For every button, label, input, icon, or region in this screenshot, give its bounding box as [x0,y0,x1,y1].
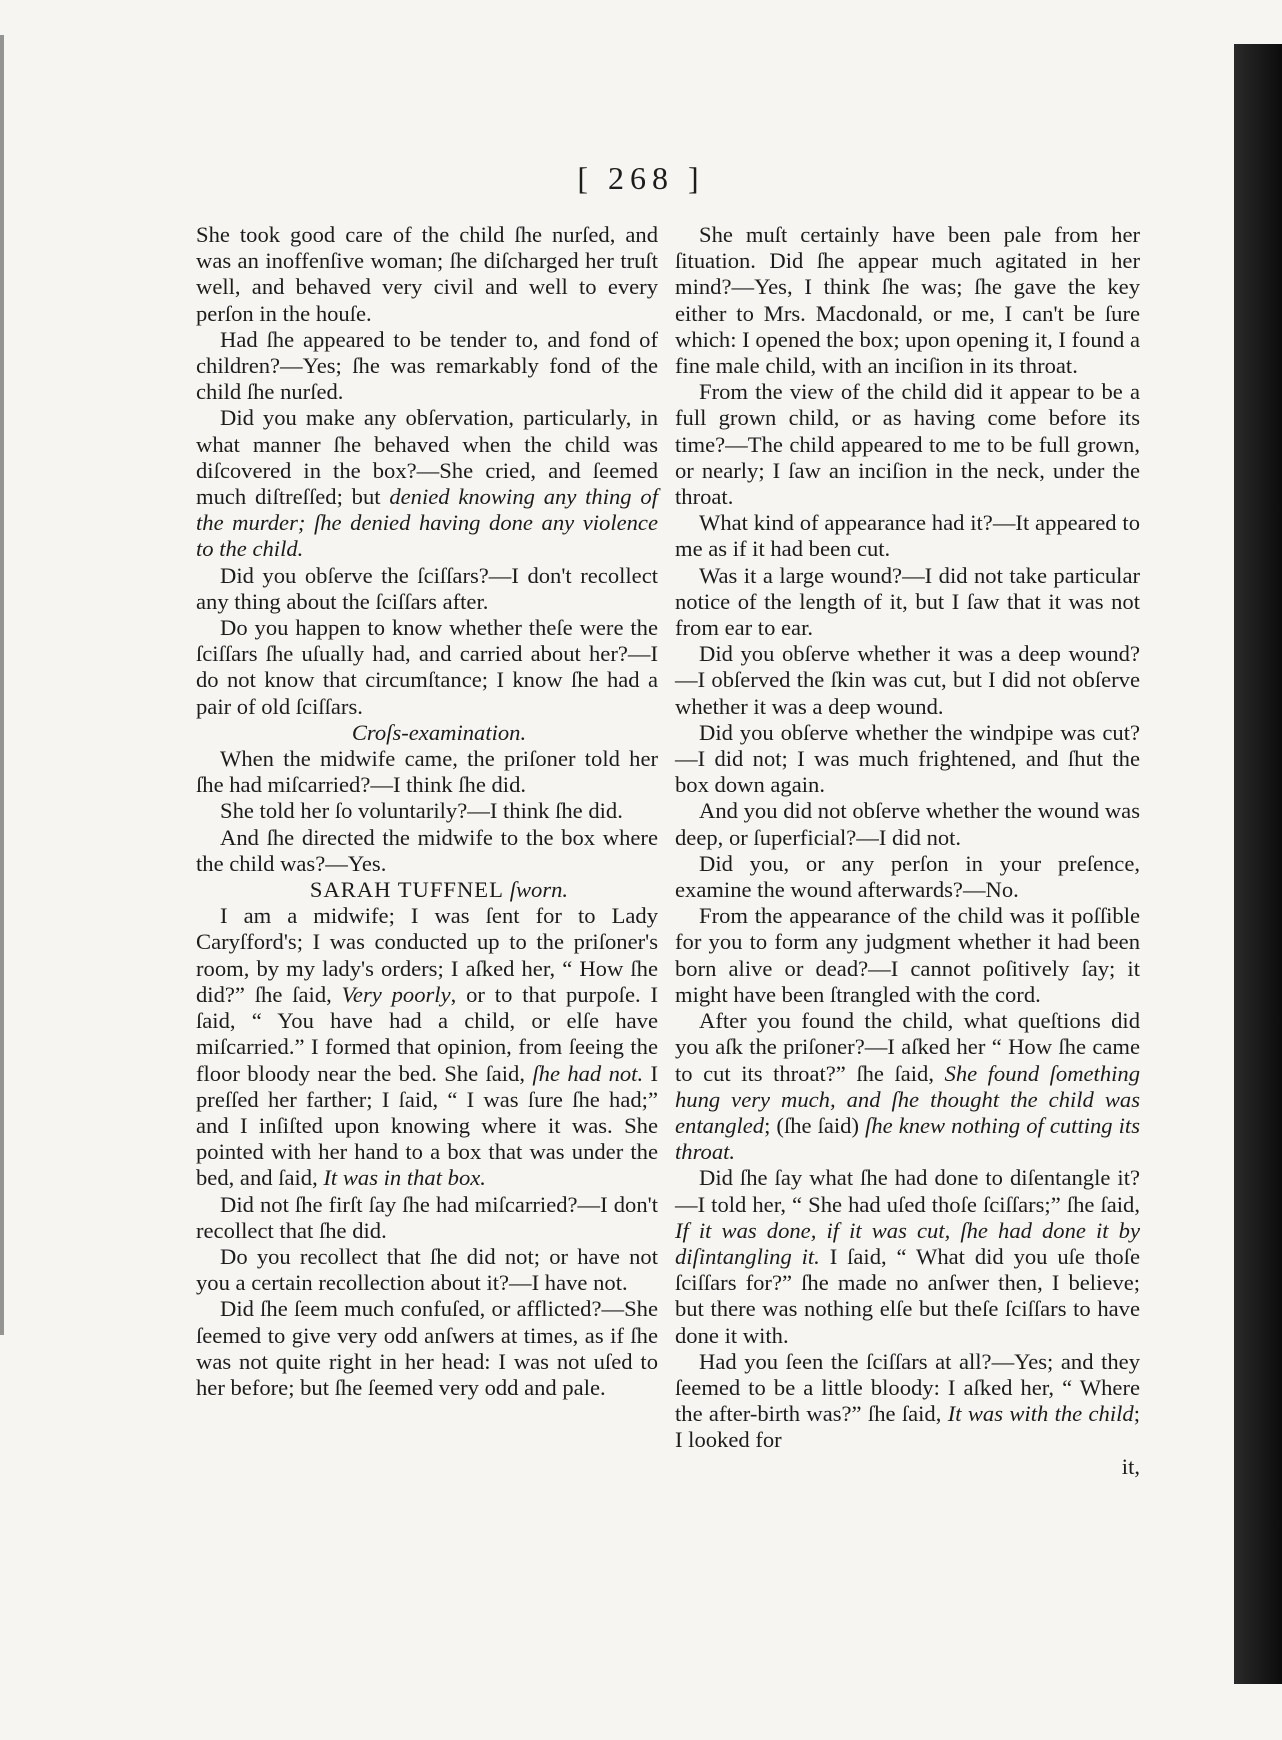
paragraph: Was it a large wound?—I did not take particular notice of the length of it, but I ſaw that it was not from ear to ear. [675,562,1140,641]
paragraph: And you did not obſerve whether the wound was deep, or ſuperficial?—I did not. [675,798,1140,850]
paragraph: I am a midwife; I was ſent for to Lady Caryſford's; I was conducted up to the priſoner's room, by my lady's orders; I aſked her, “ How ſhe did?” ſhe ſaid, Very poorly, or to that purpoſe. I ſaid, “ You have had a child, or elſe have miſcarried.” I formed that opinion, from ſeeing the floor bloody near the bed. She ſaid, ſhe had not. I preſſed her farther; I ſaid, “ I was ſure ſhe had;” and I inſiſted upon knowing where it was. She pointed with her hand to a box that was under the bed, and ſaid, It was in that box. [196,903,658,1191]
paragraph: Did ſhe ſay what ſhe had done to diſentangle it?—I told her, “ She had uſed thoſe ſciſſars;” ſhe ſaid, If it was done, if it was cut, ſhe had done it by diſintangling it. I ſaid, “ What did you uſe thoſe ſciſſars for?” ſhe made no anſwer then, I believe; but there was nothing elſe but theſe ſciſſars to have done it with. [675,1165,1141,1348]
paragraph: She took good care of the child ſhe nurſed, and was an inoffenſive woman; ſhe diſcharged her truſt well, and behaved very civil and well to every perſon in the houſe. [196,222,658,326]
paragraph: Did you obſerve whether it was a deep wound?—I obſerved the ſkin was cut, but I did not obſerve whether it was a deep wound. [675,641,1140,719]
scan-edge-right [1234,44,1282,1684]
paragraph: Did you obſerve the ſciſſars?—I don't recollect any thing about the ſciſſars after. [196,562,658,614]
paragraph: From the appearance of the child was it poſſible for you to form any judgment whether it had been born alive or dead?—I cannot poſitively ſay; it might have been ſtrangled with the cord. [675,903,1140,1007]
paragraph: When the midwife came, the priſoner told her ſhe had miſcarried?—I think ſhe did. [196,746,658,798]
right-column [675,222,1140,1480]
paragraph: From the view of the child did it appear to be a full grown child, or as having come before its time?—The child appeared to me to be full grown, or nearly; I ſaw an inciſion in the neck, under the throat. [675,379,1140,510]
paragraph: Do you recollect that ſhe did not; or have not you a certain recollection about it?—I have not. [196,1243,658,1296]
paragraph: Do you happen to know whether theſe were the ſciſſars ſhe uſually had, and carried about her?—I do not know that circumſtance; I know ſhe had a pair of old ſciſſars. [196,615,658,719]
left-column [196,222,658,1401]
paragraph: Had you ſeen the ſciſſars at all?—Yes; and they ſeemed to be a little bloody: I aſked her, “ Where the after-birth was?” ſhe ſaid, It was with the child; I looked for [675,1348,1140,1453]
paragraph: Did ſhe ſeem much confuſed, or afflicted?—She ſeemed to give very odd anſwers at times, as if ſhe was not quite right in her head: I was not uſed to her before; but ſhe ſeemed very odd and pale. [196,1296,658,1400]
paragraph: Had ſhe appeared to be tender to, and fond of children?—Yes; ſhe was remarkably fond of the child ſhe nurſed. [196,326,658,405]
catchword: it, [1121,1453,1140,1479]
section-heading: Croſs-examination. [351,719,527,745]
paragraph: She muſt certainly have been pale from her ſituation. Did ſhe appear much agitated in her mind?—Yes, I think ſhe was; ſhe gave the key either to Mrs. Macdonald, or me, I can't be ſure which: I opened the box; upon opening it, I found a fine male child, with an inciſion in its throat. [675,222,1140,379]
page-number: [ 268 ] [577,160,705,196]
witness-name: SARAH TUFFNEL ſworn. [309,877,569,903]
paragraph: And ſhe directed the midwife to the box where the child was?—Yes. [196,824,658,876]
paragraph: Did you make any obſervation, particularly, in what manner ſhe behaved when the child was diſcovered in the box?—She cried, and ſeemed much diſtreſſed; but denied knowing any thing of the murder; ſhe denied having done any violence to the child. [196,405,658,562]
paragraph: What kind of appearance had it?—It appeared to me as if it had been cut. [675,510,1140,562]
paragraph: She told her ſo voluntarily?—I think ſhe did. [220,798,623,824]
paragraph: Did you, or any perſon in your preſence, examine the wound afterwards?—No. [675,850,1140,903]
paragraph: Did you obſerve whether the windpipe was cut?—I did not; I was much frightened, and ſhut the box down again. [675,719,1140,798]
paragraph: Did not ſhe firſt ſay ſhe had miſcarried?—I don't recollect that ſhe did. [196,1191,658,1243]
paragraph: After you found the child, what queſtions did you aſk the priſoner?—I aſked her “ How ſhe came to cut its throat?” ſhe ſaid, She found ſomething hung very much, and ſhe thought the child was entangled; (ſhe ſaid) ſhe knew nothing of cutting its throat. [675,1008,1140,1165]
scan-edge-left [0,35,56,1335]
